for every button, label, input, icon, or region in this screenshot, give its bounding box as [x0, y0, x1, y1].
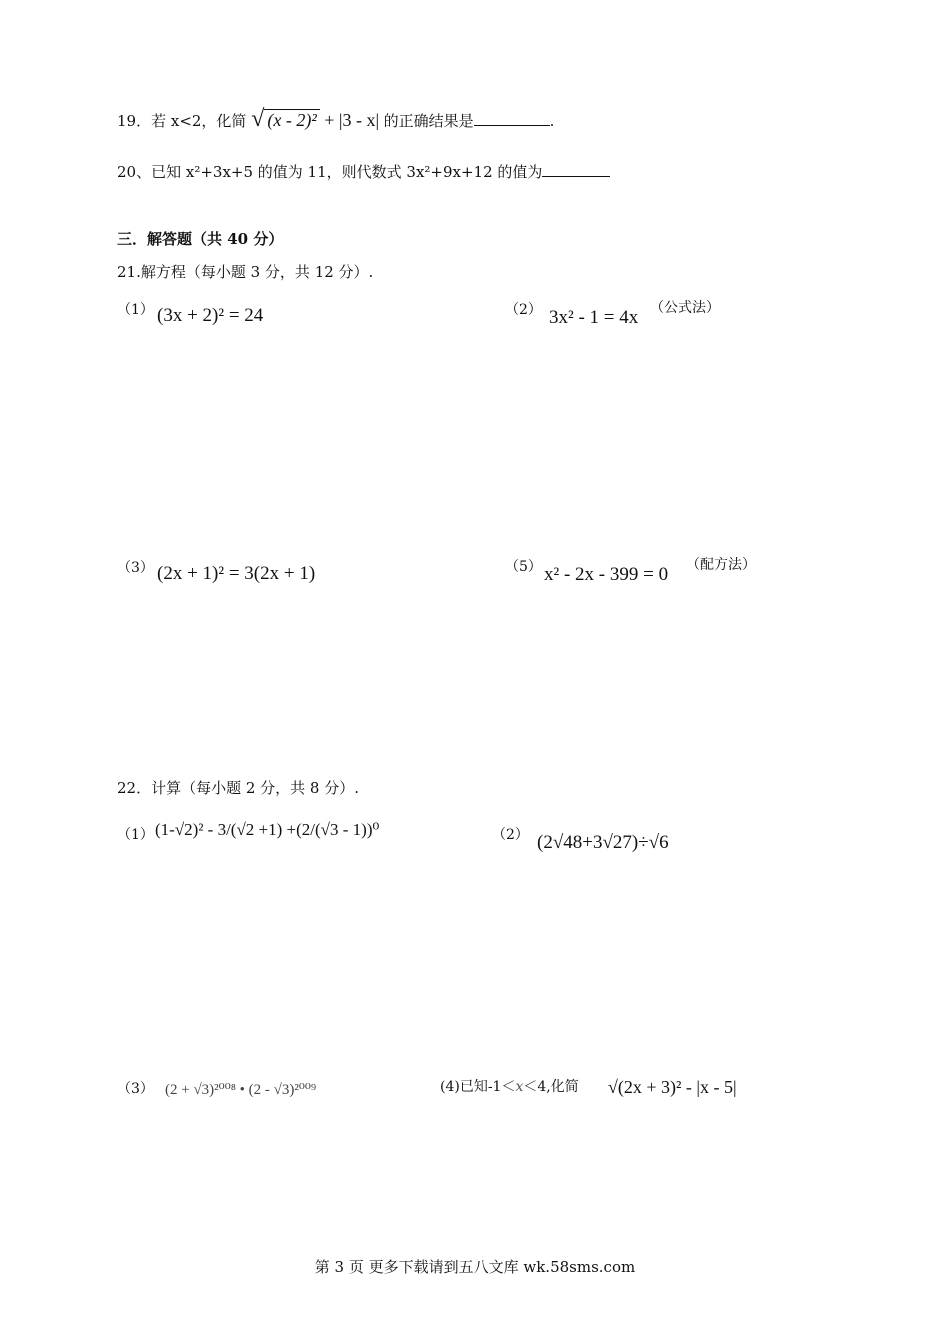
q22-p4-condition: ＜4,化简 — [523, 1079, 579, 1095]
q22-p3-expression: (2 + √3)²⁰⁰⁸ • (2 - √3)²⁰⁰⁹ — [165, 1082, 317, 1098]
q21-p2-label: （2） — [505, 302, 542, 318]
q19-answer-blank[interactable] — [474, 111, 550, 126]
q21-p5-label: （5） — [505, 559, 542, 575]
q22-p4-variable: x — [515, 1079, 524, 1095]
q19-sqrt-expression: √ (x - 2)² + |3 - x| — [251, 106, 384, 132]
q21-p3-label: （3） — [117, 560, 154, 576]
q21-p2-expression: 3x² - 1 = 4x — [549, 307, 639, 328]
q21-p5-expression: x² - 2x - 399 = 0 — [544, 564, 669, 585]
q22-title: 22．计算（每小题 2 分，共 8 分）. — [117, 779, 360, 797]
q22-p4-label: (4)已知-1＜ — [440, 1079, 516, 1095]
q21-p1-expression: (3x + 2)² = 24 — [157, 305, 264, 326]
q22-p4-expression: √(2x + 3)² - |x - 5| — [608, 1077, 737, 1097]
q19-label: 19．若 x<2，化简 — [117, 112, 247, 130]
q22-p2-label: （2） — [492, 827, 529, 843]
q19-suffix: 的正确结果是 — [383, 112, 474, 130]
q19-end: . — [549, 112, 555, 130]
q22-p2-expression: (2√48+3√27)÷√6 — [537, 832, 669, 853]
q22-p1-label: （1） — [117, 827, 154, 843]
q22-p3-label: （3） — [117, 1081, 154, 1097]
q22-p4 — [440, 1076, 579, 1096]
q20-answer-blank[interactable] — [542, 162, 610, 177]
q20-text: 20、已知 x²+3x+5 的值为 11，则代数式 3x²+9x+12 的值为 — [117, 163, 543, 181]
q21-p2-note: （公式法） — [650, 300, 720, 316]
q22-p1-expression: (1-√2)² - 3/(√2 +1) +(2/(√3 - 1))⁰ — [155, 820, 380, 839]
section-3-title: 三．解答题（共 40 分） — [117, 230, 284, 248]
q21-title: 21.解方程（每小题 3 分，共 12 分）. — [117, 263, 374, 281]
question-19 — [117, 106, 554, 133]
page-footer: 第 3 页 更多下载请到五八文库 wk.58sms.com — [314, 1258, 636, 1276]
question-20 — [117, 161, 610, 182]
q21-p5-note: （配方法） — [686, 557, 756, 573]
q21-p3-expression: (2x + 1)² = 3(2x + 1) — [157, 563, 316, 584]
q21-p1-label: （1） — [117, 302, 154, 318]
